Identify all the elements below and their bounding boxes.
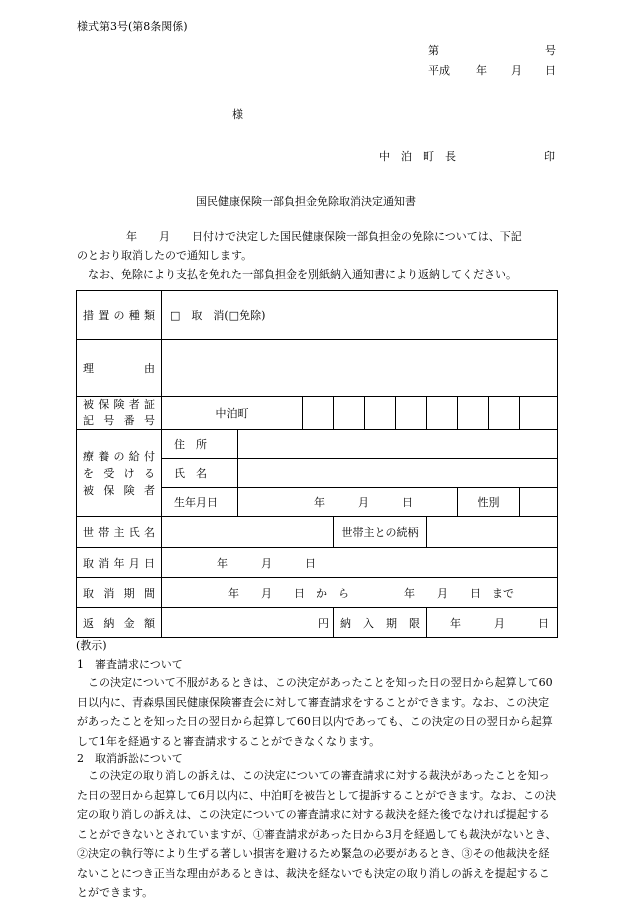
body-line-1: 年 月 日付けで決定した国民健康保険一部負担金の免除については、下記 (126, 230, 522, 243)
cert-digit-cell (334, 397, 365, 430)
gender-value (520, 488, 558, 517)
row-measure (77, 291, 558, 340)
measure-label: 措置の種類 (77, 291, 162, 340)
name-value (238, 459, 558, 488)
cancel-date-value: 年 月 日 (162, 548, 558, 578)
section-2-heading: 2 取消訴訟について (77, 752, 183, 765)
birth-label: 生年月日 (162, 488, 238, 517)
row-household (77, 517, 558, 548)
reason-value (162, 340, 558, 397)
row-address (77, 430, 558, 459)
recipient-label-line-2: を受ける (83, 466, 155, 480)
refund-label: 返納金額 (77, 608, 162, 638)
date-year-unit: 年 (476, 64, 487, 77)
notice-heading: (教示) (76, 639, 107, 652)
relation-value (427, 517, 558, 548)
cancel-date-label: 取消年月日 (77, 548, 162, 578)
cert-digit-cell (303, 397, 334, 430)
section-2-text: この決定の取り消しの訴えは、この決定についての審査請求に対する裁決があったことを知った日の翌日から起算して6月以内に、中泊町を被告として提訴することができます。なお、この決定の取り消しの訴えは、この決定についての審査請求に対する裁決を経た後でなければ提起することができないとされていますが、①審査請求があった日から3月を経過しても裁決がないとき、②決定の執行等により生ずる著しい損害を避けるため緊急の必要があるとき、③その他裁決を経ないことにつき正当な理由があるときは、裁決を経ないでも決定の取り消しの訴えを提起することができます。 (77, 769, 557, 899)
address-label: 住 所 (162, 430, 238, 459)
cert-digit-cell (427, 397, 458, 430)
due-label: 納入期限 (334, 608, 427, 638)
cancel-period-value: 年 月 日 か ら 年 月 日 まで (162, 578, 558, 608)
recipient-label (77, 430, 162, 517)
notice-form-table (76, 290, 558, 638)
document-title: 国民健康保険一部負担金免除取消決定通知書 (196, 195, 416, 208)
relation-label: 世帯主との続柄 (334, 517, 427, 548)
cert-digit-cell (396, 397, 427, 430)
sender: 中 泊 町 長 (379, 150, 456, 163)
refund-yen: 円 (162, 608, 334, 638)
date-month-unit: 月 (511, 64, 522, 77)
doc-number-prefix: 第 (428, 44, 439, 57)
address-value (238, 430, 558, 459)
cert-digit-cell (458, 397, 489, 430)
measure-value: □ 取 消(□免除) (162, 291, 558, 340)
body-line-2: のとおり取消したので通知します。 (77, 249, 253, 262)
row-reason (77, 340, 558, 397)
birth-value: 年 月 日 (238, 488, 458, 517)
household-head-label: 世帯主氏名 (77, 517, 162, 548)
row-refund (77, 608, 558, 638)
recipient-label-line-1: 療養の給付 (83, 449, 155, 463)
gender-label: 性別 (458, 488, 520, 517)
cancel-period-label: 取消期間 (77, 578, 162, 608)
row-cert (77, 397, 558, 430)
section-1-text: この決定について不服があるときは、この決定があったことを知った日の翌日から起算して60日以内に、青森県国民健康保険審査会に対して審査請求をすることができます。なお、この決定があったことを知った日の翌日から起算して60日以内であっても、この決定の日の翌日から起算して1年を経過すると審査請求することができなくなります。 (77, 676, 553, 748)
reason-label: 理由 (77, 340, 162, 397)
date-era: 平成 (428, 64, 450, 77)
cert-symbol: 中泊町 (162, 397, 303, 430)
cert-label (77, 397, 162, 430)
seal-mark: 印 (544, 150, 555, 163)
due-value: 年 月 日 (427, 608, 558, 638)
household-head-value (162, 517, 334, 548)
name-label: 氏 名 (162, 459, 238, 488)
form-number: 様式第3号(第8条関係) (77, 20, 188, 33)
body-line-3: なお、免除により支払を免れた一部負担金を別紙納入通知書により返納してください。 (88, 268, 517, 281)
section-1-heading: 1 審査請求について (77, 658, 183, 671)
cert-digit-cell (365, 397, 396, 430)
recipient-label-line-3: 被保険者 (83, 483, 155, 497)
row-cancel-date (77, 548, 558, 578)
doc-number-suffix: 号 (545, 44, 556, 57)
cert-digit-cell (520, 397, 558, 430)
row-cancel-period (77, 578, 558, 608)
cert-label-line-2: 記号番号 (83, 414, 155, 427)
cert-label-line-1: 被保険者証 (83, 398, 155, 411)
cert-digit-cell (489, 397, 520, 430)
addressee-suffix: 様 (232, 108, 243, 121)
date-day-unit: 日 (545, 64, 556, 77)
